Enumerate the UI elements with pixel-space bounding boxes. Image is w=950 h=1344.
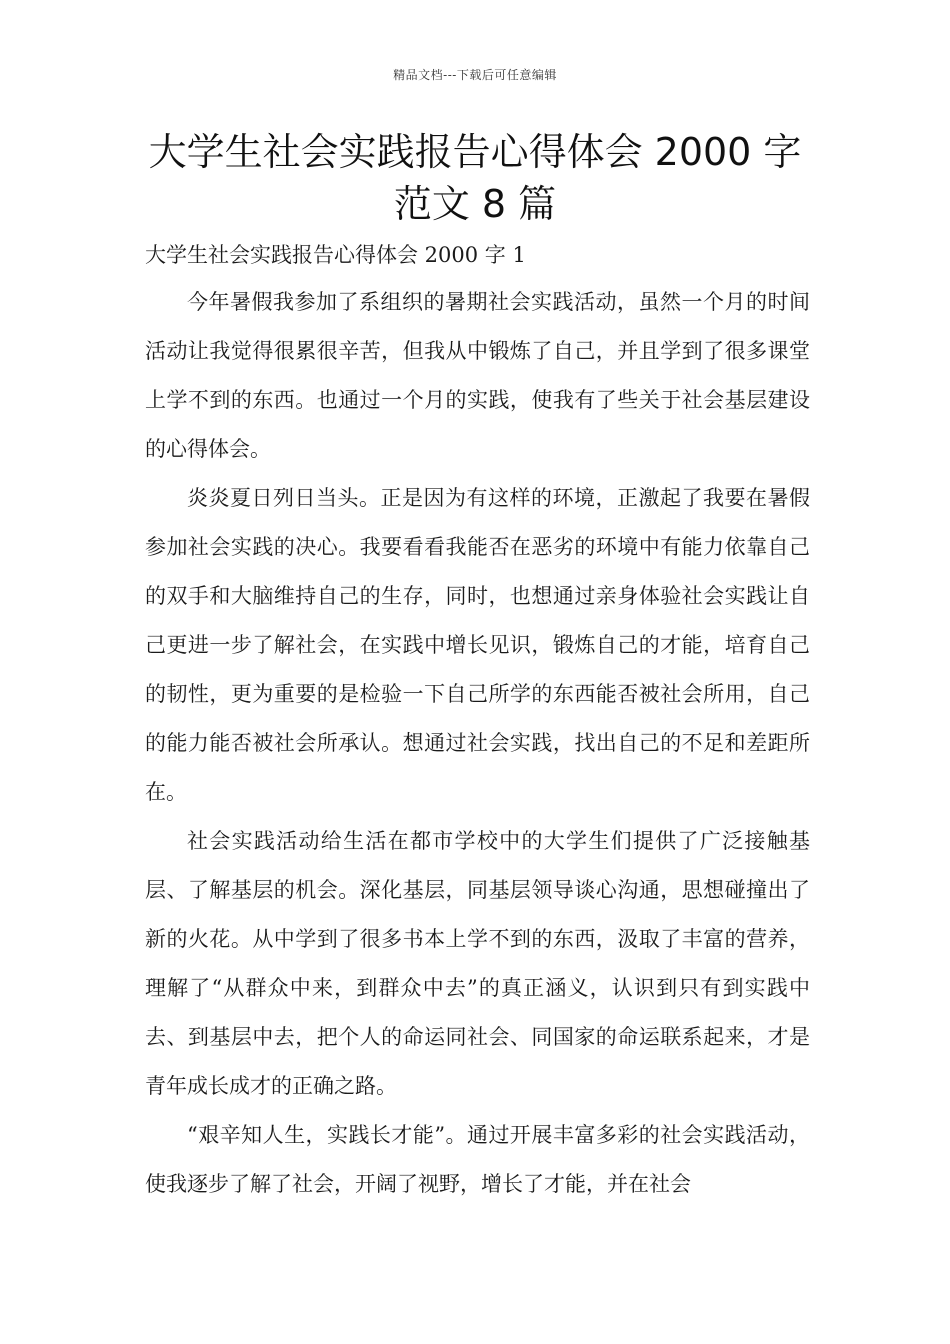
header-note: 精品文档---下载后可任意编辑 bbox=[393, 68, 557, 82]
document-title bbox=[120, 126, 830, 230]
paragraph-1: 今年暑假我参加了系组织的暑期社会实践活动，虽然一个月的时间活动让我觉得很累很辛苦，但我从中锻炼了自己，并且学到了很多课堂上学不到的东西。也通过一个月的实践，使我有了些关于社会基层建设的心得体会。 bbox=[145, 290, 810, 461]
title-line-1: 大学生社会实践报告心得体会 2000 字 bbox=[148, 130, 802, 174]
paragraph-3: 社会实践活动给生活在都市学校中的大学生们提供了广泛接触基层、了解基层的机会。深化基层，同基层领导谈心沟通，思想碰撞出了新的火花。从中学到了很多书本上学不到的东西，汲取了丰富的营养，理解了“从群众中来，到群众中去”的真正涵义，认识到只有到实践中去、到基层中去，把个人的命运同社会、同国家的命运联系起来，才是青年成长成才的正确之路。 bbox=[145, 829, 810, 1098]
title-line-2: 范文 8 篇 bbox=[393, 182, 557, 226]
document-body bbox=[145, 232, 810, 1209]
paragraph-2: 炎炎夏日列日当头。正是因为有这样的环境，正激起了我要在暑假参加社会实践的决心。我要看看我能否在恶劣的环境中有能力依靠自己的双手和大脑维持自己的生存，同时，也想通过亲身体验社会实践让自己更进一步了解社会，在实践中增长见识，锻炼自己的才能，培育自己的韧性，更为重要的是检验一下自己所学的东西能否被社会所用，自己的能力能否被社会所承认。想通过社会实践，找出自己的不足和差距所在。 bbox=[145, 486, 810, 804]
section-heading: 大学生社会实践报告心得体会 2000 字 1 bbox=[145, 243, 526, 267]
paragraph-4: “艰辛知人生，实践长才能”。通过开展丰富多彩的社会实践活动，使我逐步了解了社会，开阔了视野，增长了才能，并在社会 bbox=[145, 1123, 810, 1196]
